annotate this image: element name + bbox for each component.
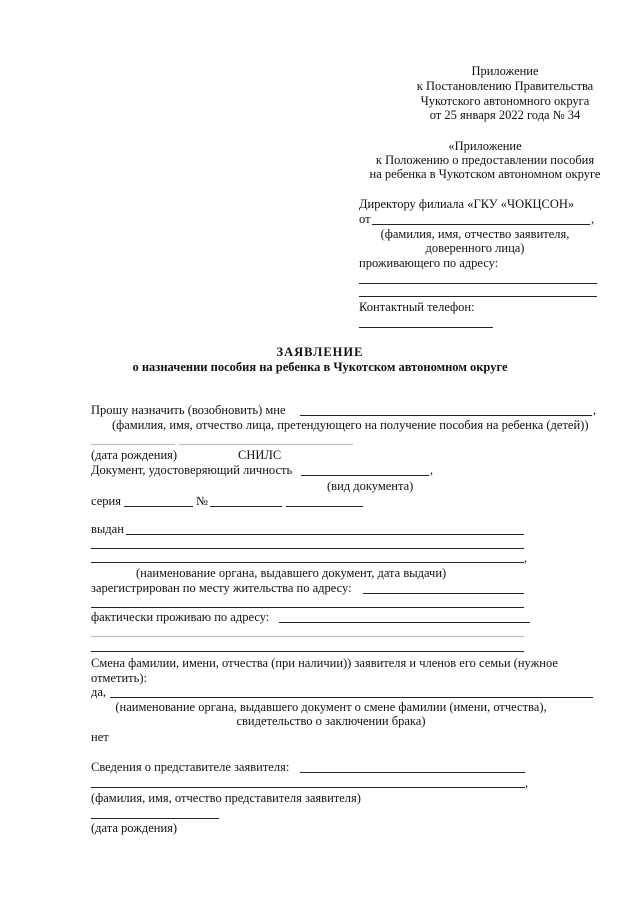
addressee-from-line[interactable] — [372, 224, 590, 225]
snils-label: СНИЛС — [238, 448, 282, 462]
series-label: серия — [91, 494, 121, 508]
rep-birth-date-label: (дата рождения) — [91, 821, 178, 835]
id-doc-comma: , — [430, 463, 434, 477]
document-subtitle: о назначении пособия на ребенка в Чукотском автономном округе — [132, 360, 508, 374]
document-title: ЗАЯВЛЕНИЕ — [276, 345, 364, 359]
addressee-address-line-2[interactable] — [359, 296, 597, 297]
representative-line-2[interactable] — [91, 787, 525, 788]
yes-hint-1: (наименование органа, выдавшего документ о смене фамилии (имени, отчества), — [115, 700, 547, 714]
issue-date-line[interactable] — [286, 506, 363, 507]
series-line[interactable] — [124, 506, 193, 507]
regulation-line-1: «Приложение — [448, 139, 522, 153]
appendix-line-4: от 25 января 2022 года № 34 — [429, 108, 581, 122]
actual-line-3[interactable] — [91, 651, 524, 652]
regulation-line-3: на ребенка в Чукотском автономном округе — [369, 167, 601, 181]
id-doc-hint: (вид документа) — [327, 479, 414, 493]
addressee-from-hint-2: доверенного лица) — [425, 241, 525, 255]
name-change-line-2: отметить): — [91, 671, 147, 685]
addressee-phone-line[interactable] — [359, 327, 493, 328]
issued-line-2[interactable] — [91, 548, 524, 549]
issued-line-1[interactable] — [126, 534, 524, 535]
rep-birth-date-line[interactable] — [91, 818, 219, 819]
issued-comma: , — [524, 551, 528, 565]
actual-line-1[interactable] — [279, 622, 530, 623]
appendix-line-3: Чукотского автономного округа — [420, 94, 590, 108]
representative-hint: (фамилия, имя, отчество представителя заявителя) — [91, 791, 361, 805]
registered-line-2[interactable] — [91, 607, 524, 608]
issued-label: выдан — [91, 522, 124, 536]
name-change-line-1: Смена фамилии, имени, отчества (при наличии)) заявителя и членов его семьи (нужное — [91, 656, 558, 670]
addressee-from-hint-1: (фамилия, имя, отчество заявителя, — [380, 227, 570, 241]
appendix-line-1: Приложение — [471, 64, 539, 78]
representative-line-1[interactable] — [300, 772, 525, 773]
addressee-to: Директору филиала «ГКУ «ЧОКЦСОН» — [359, 197, 575, 211]
birth-date-line[interactable] — [91, 444, 175, 445]
actual-line-2[interactable] — [91, 636, 524, 637]
representative-label: Сведения о представителе заявителя: — [91, 760, 290, 774]
addressee-address-line-1[interactable] — [359, 283, 597, 284]
request-comma: , — [593, 403, 597, 417]
actual-label: фактически проживаю по адресу: — [91, 610, 270, 624]
issued-line-3[interactable] — [91, 562, 524, 563]
no-option-label[interactable]: нет — [91, 730, 109, 744]
registered-line-1[interactable] — [363, 593, 524, 594]
request-label: Прошу назначить (возобновить) мне — [91, 403, 286, 417]
number-line[interactable] — [210, 506, 282, 507]
request-line[interactable] — [300, 415, 592, 416]
yes-detail-line[interactable] — [110, 697, 593, 698]
addressee-from-label: от — [359, 212, 371, 226]
yes-hint-2: свидетельство о заключении брака) — [236, 714, 426, 728]
id-doc-label: Документ, удостоверяющий личность — [91, 463, 293, 477]
birth-date-label: (дата рождения) — [91, 448, 178, 462]
registered-label: зарегистрирован по месту жительства по адресу: — [91, 581, 352, 595]
appendix-line-2: к Постановлению Правительства — [416, 79, 594, 93]
request-hint: (фамилия, имя, отчество лица, претендующего на получение пособия на ребенка (детей)) — [112, 418, 589, 432]
snils-line[interactable] — [179, 444, 353, 445]
issued-hint: (наименование органа, выдавшего документ, дата выдачи) — [136, 566, 447, 580]
yes-option-label[interactable]: да, — [91, 685, 107, 699]
addressee-from-comma: , — [591, 212, 595, 226]
id-doc-line[interactable] — [301, 475, 429, 476]
number-label: № — [196, 494, 208, 508]
addressee-address-label: проживающего по адресу: — [359, 256, 499, 270]
representative-comma: , — [525, 776, 529, 790]
regulation-line-2: к Положению о предоставлении пособия — [375, 153, 595, 167]
addressee-phone-label: Контактный телефон: — [359, 300, 475, 314]
